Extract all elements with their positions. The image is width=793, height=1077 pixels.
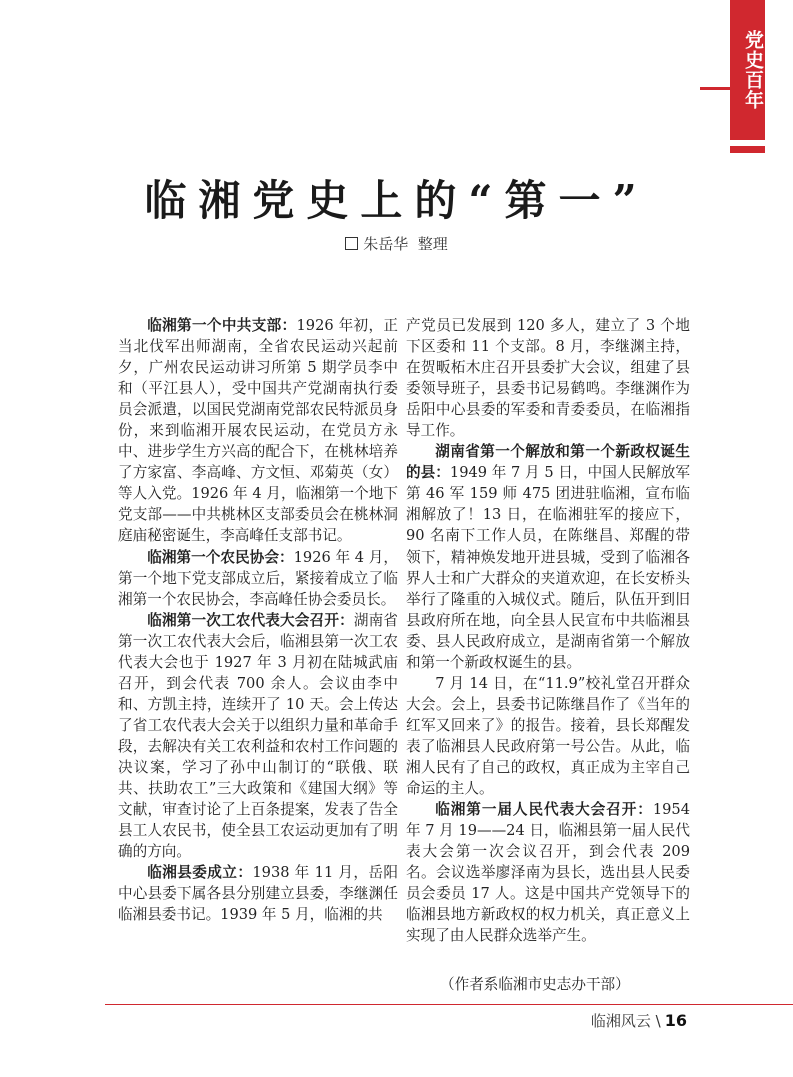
left-column (118, 315, 398, 925)
byline-box-icon (345, 237, 358, 250)
section-tab-label: 党史百年 (742, 30, 764, 110)
paragraph-continued: 产党员已发展到 120 多人，建立了 3 个地下区委和 11 个支部。8 月，李继渊主持，在贺畈柘木庄召开县委扩大会议，组建了县委领导班子，县委书记易鹤鸣。李继渊作为岳阳中心县委的军委和青委委员，在临湘指导工作。 (406, 317, 690, 440)
paragraph (118, 610, 398, 863)
author-role: 整理 (417, 235, 448, 253)
paragraph (118, 547, 398, 610)
paragraph (118, 315, 398, 547)
paragraph-text: 1926 年 4 月，第一个地下党支部成立后，紧接着成立了临湘第一个农民协会，李高峰任协会委员长。 (118, 548, 398, 608)
decorative-rule (700, 87, 734, 90)
magazine-name: 临湘风云 \ (590, 1012, 661, 1030)
paragraph-heading: 临湘第一个农民协会： (147, 548, 294, 566)
paragraph (406, 799, 690, 946)
paragraph-heading: 临湘第一次工农代表大会召开： (147, 611, 354, 629)
paragraph (406, 673, 690, 799)
paragraph (406, 441, 690, 673)
byline (0, 233, 793, 254)
page-number: 16 (664, 1011, 687, 1030)
right-column (406, 315, 690, 946)
footer-rule (105, 1004, 793, 1005)
paragraph-heading: 临湘第一届人民代表大会召开： (435, 801, 653, 819)
paragraph-heading: 临湘县委成立： (147, 864, 253, 882)
author: 朱岳华 (363, 235, 409, 253)
paragraph-heading: 湖南省第一个解放和第一个新政权诞生的县： (406, 443, 690, 482)
paragraph-heading: 临湘第一个中共支部： (147, 317, 297, 334)
paragraph-text: 1949 年 7 月 5 日，中国人民解放军第 46 军 159 师 475 团进驻临湘，宣布临湘解放了！13 日，在临湘驻军的接应下，90 名南下工作人员，在陈继昌、郑醒的带领下，精神焕发地开进县城，受到了临湘各界人士和广大群众的夹道欢迎，在长安桥头举行了隆重的入城仪式。随后，队伍开到旧县政府所在地，向全县人民宣布中共临湘县委、县人民政府成立，是湖南省第一个解放和第一个新政权诞生的县。 (406, 464, 690, 671)
section-tab (730, 0, 765, 140)
author-credit: （作者系临湘市史志办干部） (440, 976, 630, 993)
article-title: 临湘党史上的“第一” (144, 176, 649, 225)
paragraph (118, 862, 398, 925)
paragraph-text: 1926 年初，正当北伐军出师湖南，全省农民运动兴起前夕，广州农民运动讲习所第 5 期学员李中和（平江县人），受中国共产党湖南执行委员会派遣，以国民党湖南党部农民特派员身份，来到临湘开展农民运动，在党员方永中、进步学生方兴高的配合下，在桃林培养了方家富、李高峰、方文恒、邓菊英（女）等人入党。1926 年 4 月，临湘第一个地下党支部——中共桃林区支部委员会在桃林洞庭庙秘密诞生，李高峰任支部书记。 (118, 317, 398, 545)
paragraph-text: 7 月 14 日，在“11.9”校礼堂召开群众大会。会上，县委书记陈继昌作了《当年的红军又回来了》的报告。接着，县长郑醒发表了临湘县人民政府第一号公告。从此，临湘人民有了自己的政权，真正成为主宰自己命运的主人。 (406, 674, 690, 798)
decorative-bar (730, 146, 765, 153)
paragraph-text: 湖南省第一次工农代表大会后，临湘县第一次工农代表大会也于 1927 年 3 月初在陆城武庙召开，到会代表 700 余人。会议由李中和、方凯主持，连续开了 10 天。会上传达了省工农代表大会关于以组织力量和革命手段，去解决有关工农利益和农村工作问题的决议案，学习了孙中山制订的“联俄、联共、扶助农工”三大政策和《建国大纲》等文献，审查讨论了上百条提案，发表了告全县工人农民书，使全县工农运动更加有了明确的方向。 (118, 611, 398, 861)
page-footer (591, 1010, 687, 1031)
paragraph-text: 1938 年 11 月，岳阳中心县委下属各县分别建立县委，李继渊任临湘县委书记。1939 年 5 月，临湘的共 (118, 864, 398, 924)
paragraph-text: 1954 年 7 月 19——24 日，临湘县第一届人民代表大会第一次会议召开，到会代表 209 名。会议选举廖泽南为县长，选出县人民委员会委员 17 人。这是中国共产党领导下的临湘县地方新政权的权力机关，真正意义上实现了由人民群众选举产生。 (406, 801, 690, 945)
